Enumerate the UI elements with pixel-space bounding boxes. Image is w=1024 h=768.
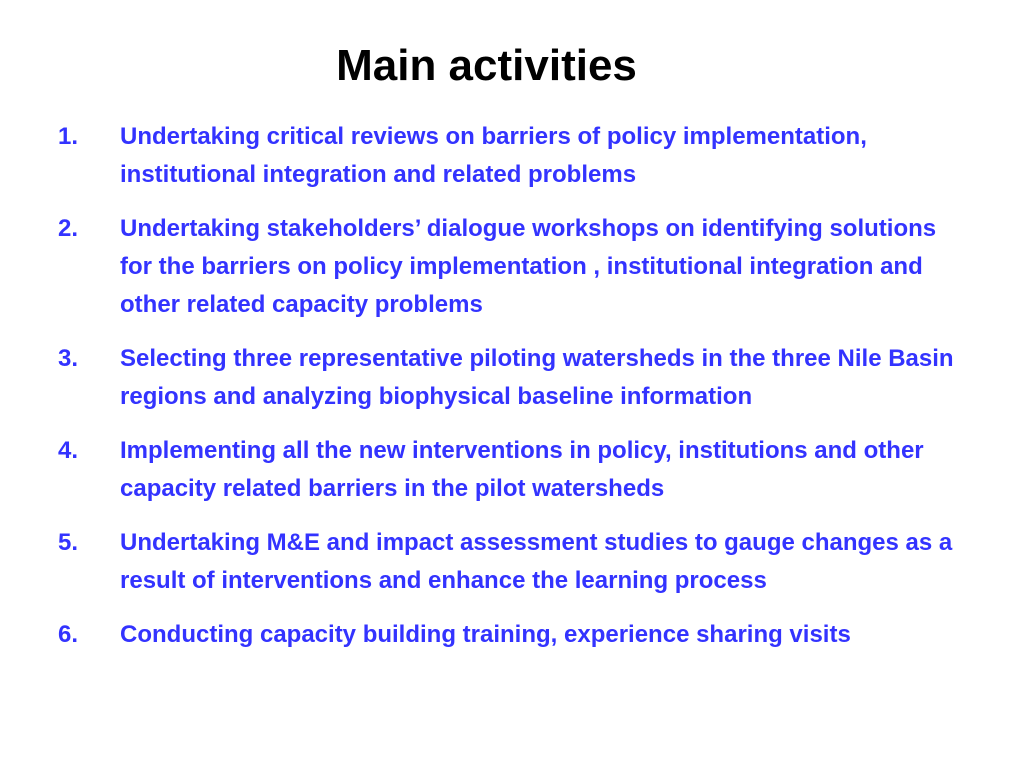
list-item <box>58 616 958 654</box>
item-text: Conducting capacity building training, experience sharing visits <box>120 621 851 648</box>
item-number: 4. <box>58 437 79 464</box>
item-text: Selecting three representative piloting watersheds in the three Nile Basin regions and analyzing biophysical baseline information <box>120 345 954 410</box>
item-text: Implementing all the new interventions in policy, institutions and other capacity related barriers in the pilot watersheds <box>120 437 924 502</box>
item-number: 2. <box>58 215 79 242</box>
item-number: 3. <box>58 345 79 372</box>
list-item <box>58 432 958 508</box>
item-text: Undertaking M&E and impact assessment studies to gauge changes as a result of interventions and enhance the learning process <box>120 529 953 594</box>
item-number: 6. <box>58 621 79 648</box>
list-item <box>58 118 958 194</box>
list-item <box>58 340 958 416</box>
activities-list <box>58 118 958 670</box>
item-text: Undertaking stakeholders’ dialogue workshops on identifying solutions for the barriers on policy implementation , institutional integration and other related capacity problems <box>120 215 937 318</box>
slide-title: Main activities <box>336 41 637 90</box>
list-item <box>58 210 958 324</box>
item-text: Undertaking critical reviews on barriers of policy implementation, institutional integration and related problems <box>120 123 867 188</box>
item-number: 5. <box>58 529 79 556</box>
item-number: 1. <box>58 123 79 150</box>
list-item <box>58 524 958 600</box>
